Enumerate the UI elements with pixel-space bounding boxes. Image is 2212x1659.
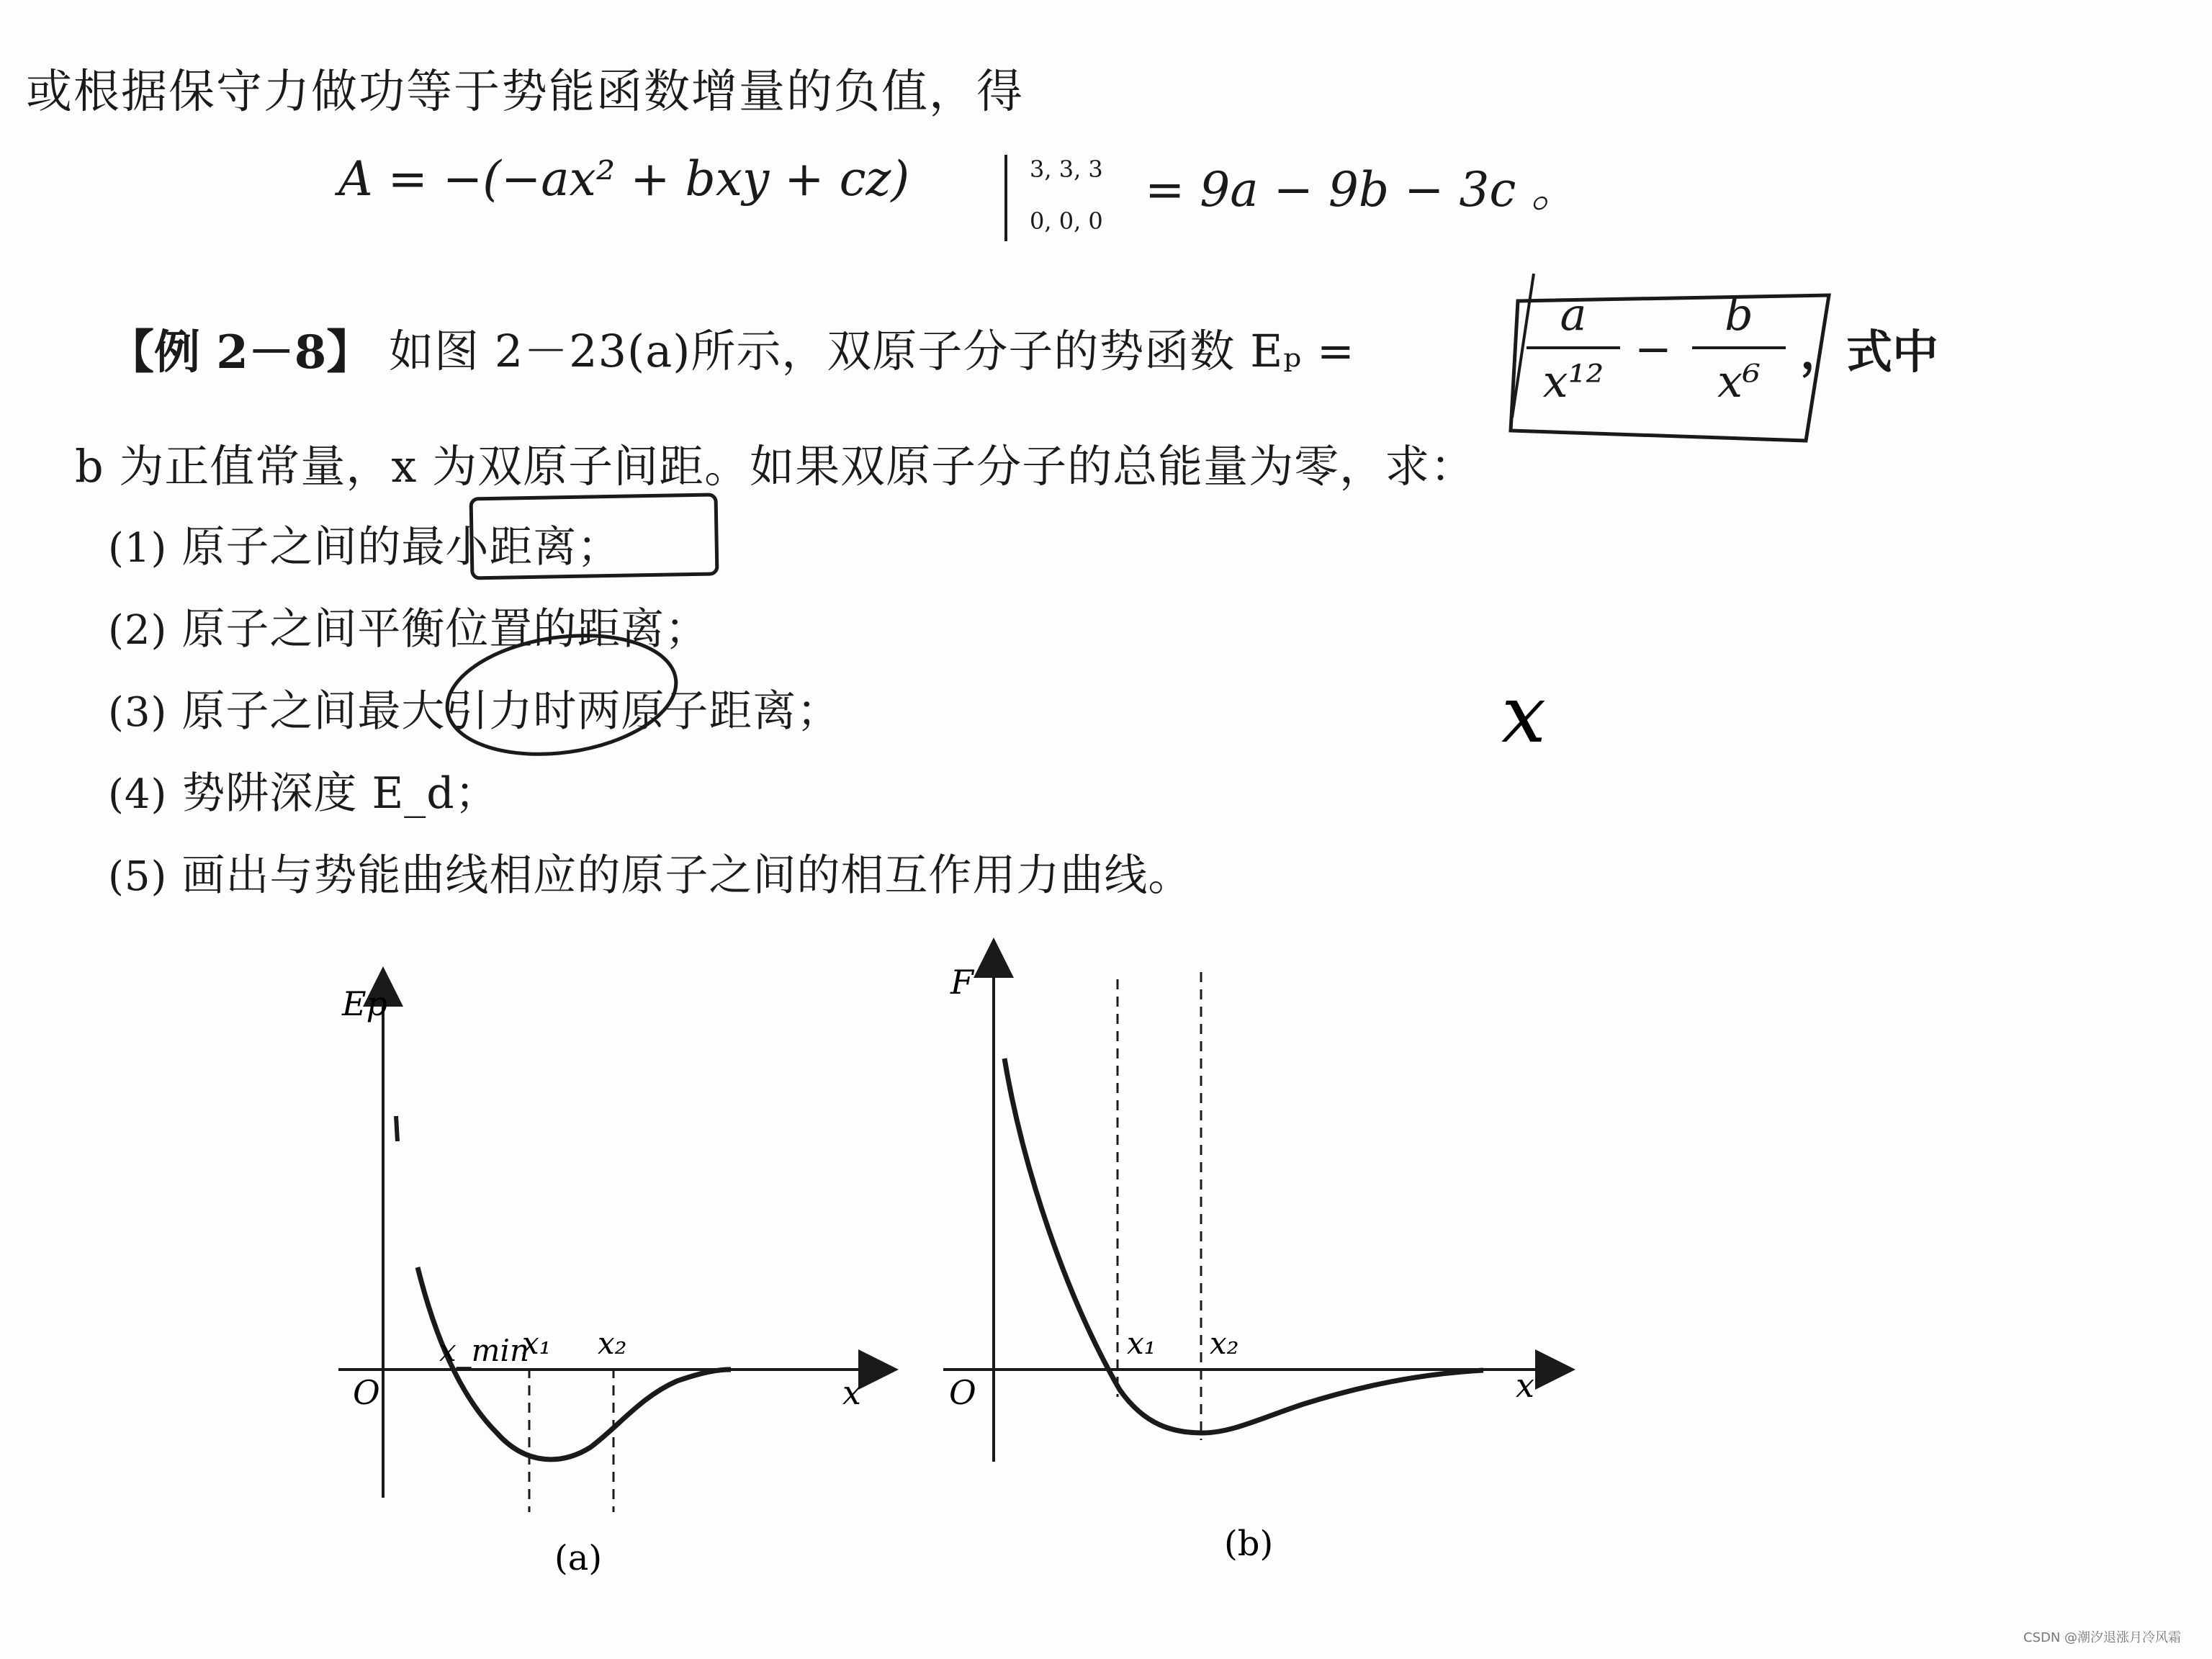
formula-box — [1511, 295, 1829, 441]
example-continuation: b 为正值常量，x 为双原子间距。如果双原子分子的总能量为零，求： — [75, 440, 1476, 493]
equation-rhs: = 9a − 9b − 3c 。 — [1145, 162, 1579, 217]
fraction-numerator: a — [1560, 288, 1587, 341]
question-2: (2) 原子之间平衡位置的距离； — [108, 604, 709, 655]
figure-a-caption: (a) — [554, 1538, 603, 1578]
minus-sign: − — [1635, 323, 1672, 375]
x2-label: x₂ — [1210, 1326, 1239, 1361]
example-tag: 【例 2－8】 — [108, 325, 373, 379]
question-4: (4) 势阱深度 E_d； — [108, 768, 499, 819]
intro-line: 或根据保守力做功等于势能函数增量的负值，得 — [26, 66, 1024, 119]
question-3: (3) 原子之间最大引力时两原子距离； — [108, 686, 841, 737]
lower-limit: 0, 0, 0 — [1030, 207, 1103, 235]
force-curve — [1004, 1058, 1483, 1433]
x-axis-label: x — [1516, 1366, 1534, 1405]
fraction-denominator: x⁶ — [1717, 355, 1761, 408]
fraction-denominator: x¹² — [1542, 355, 1604, 408]
curve-fragment — [396, 1116, 397, 1141]
origin-label: O — [353, 1373, 380, 1412]
y-axis-label: F — [950, 963, 974, 1002]
highlight-ellipse-max-attraction — [439, 622, 683, 768]
equation-lhs: A = −(−ax² + bxy + cz) — [338, 151, 910, 207]
figure-b-caption: (b) — [1224, 1524, 1274, 1564]
watermark: CSDN @潮汐退涨月冷风霜 — [2023, 1630, 2182, 1645]
upper-limit: 3, 3, 3 — [1030, 156, 1103, 183]
x1-label: x₁ — [1127, 1326, 1156, 1361]
highlight-box-min-distance — [471, 495, 717, 578]
figure-a-potential-curve — [317, 936, 907, 1584]
question-5: (5) 画出与势能曲线相应的原子之间的相互作用力曲线。 — [108, 850, 1192, 901]
fraction-numerator: b — [1725, 288, 1753, 341]
xmin-label: x_min — [439, 1333, 529, 1368]
example-text: 如图 2－23(a)所示，双原子分子的势函数 Eₚ = — [389, 325, 1355, 377]
x-axis-label: x — [842, 1373, 861, 1412]
question-1: (1) 原子之间的最小距离； — [108, 522, 621, 572]
x2-label: x₂ — [598, 1326, 627, 1361]
y-axis-label: Ep — [342, 984, 388, 1023]
example-text-tail: ，式中 — [1800, 325, 1938, 379]
handwritten-x-mark: x — [1501, 668, 1547, 760]
x1-label: x₁ — [522, 1326, 552, 1361]
figure-b-force-curve — [929, 936, 1577, 1584]
origin-label: O — [949, 1373, 976, 1412]
